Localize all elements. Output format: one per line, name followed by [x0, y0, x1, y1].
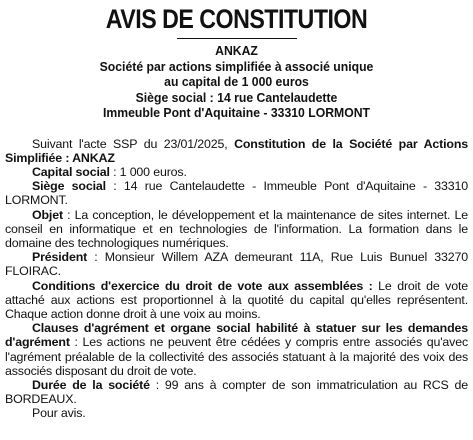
company-form: Société par actions simplifiée à associé unique	[99, 58, 374, 74]
notice-body	[5, 137, 468, 421]
capital-label: Capital social	[32, 164, 110, 179]
closing-text: Pour avis.	[32, 406, 86, 421]
notice-title: AVIS DE CONSTITUTION	[105, 4, 368, 34]
approval-paragraph	[5, 321, 468, 378]
capital-paragraph	[5, 165, 468, 179]
president-paragraph	[5, 250, 468, 278]
president-value: : Monsieur Willem AZA demeurant 11A, Rue Luis Bunuel 33270 FLOIRAC.	[5, 250, 468, 279]
object-value: : La conception, le développement et la maintenance de sites internet. Le conseil en informatique et en technologies de l'information. La formation dans le domaine des technologiques numériques.	[5, 207, 468, 250]
president-label: Président	[32, 250, 88, 265]
seat-value: : 14 rue Cantelaudette - Immeuble Pont d'Aquitaine - 33310 LORMONT.	[5, 179, 469, 208]
capital-value: : 1 000 euros.	[109, 164, 187, 179]
company-header	[5, 43, 468, 121]
voting-value: Le droit de vote attaché aux actions est proportionnel à la quotité du capital qu'elles représentent. Chaque action donne droit à une voix au moins.	[5, 278, 468, 321]
company-seat-building: Immeuble Pont d'Aquitaine - 33310 LORMONT	[102, 105, 371, 120]
intro-text: Suivant l'acte SSP du 23/01/2025,	[32, 136, 235, 151]
voting-label: Conditions d'exercice du droit de vote aux assemblées :	[32, 278, 373, 293]
intro-constitution: Constitution de la Société par Actions Simplifiée : ANKAZ	[5, 136, 468, 165]
object-label: Objet	[32, 207, 63, 222]
seat-paragraph	[5, 179, 468, 207]
closing-paragraph	[5, 406, 468, 420]
object-paragraph	[5, 208, 468, 251]
company-seat: Siège social : 14 rue Cantelaudette	[135, 89, 338, 105]
seat-label: Siège social	[32, 179, 106, 194]
duration-label: Durée de la société	[32, 377, 150, 392]
title-divider	[177, 38, 297, 39]
approval-value: : Les actions ne peuvent être cédées y compris entre associés qu'avec l'agrément préalable de la collectivité des associés statuant à la majorité des voix des associés disposant du droit de vote.	[5, 335, 468, 378]
intro-paragraph	[5, 137, 468, 165]
duration-paragraph	[5, 378, 468, 406]
company-name: ANKAZ	[215, 43, 258, 58]
approval-label: Clauses d'agrément et organe social habilité à statuer sur les demandes d'agrément	[5, 321, 468, 350]
company-capital: au capital de 1 000 euros	[164, 74, 309, 89]
voting-paragraph	[5, 279, 468, 322]
duration-value: : 99 ans à compter de son immatriculation au RCS de BORDEAUX.	[5, 377, 469, 407]
